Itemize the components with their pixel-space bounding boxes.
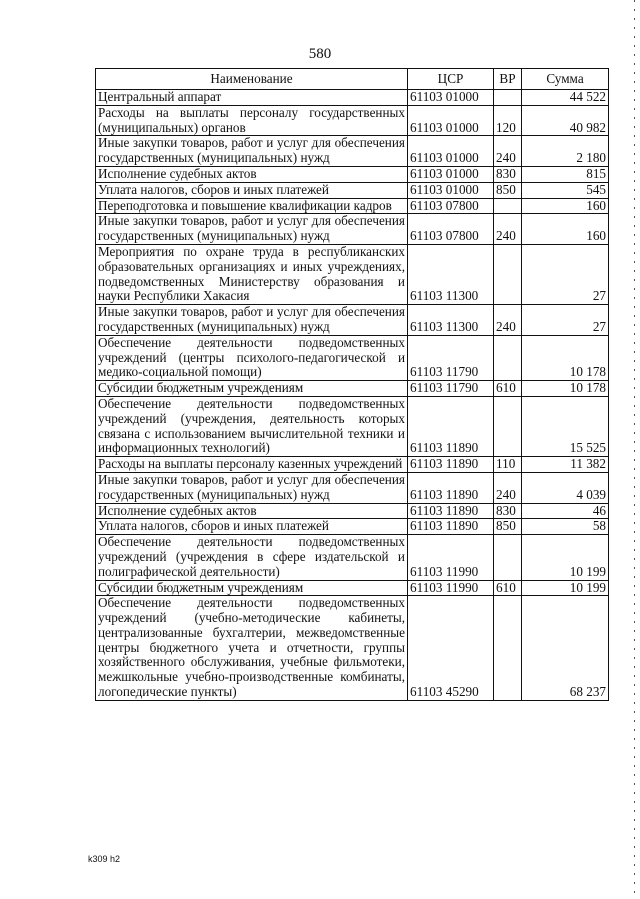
header-csr: ЦСР: [408, 69, 494, 90]
row-name-cell: Исполнение судебных актов: [96, 503, 408, 519]
budget-table: [95, 68, 609, 701]
row-vr-cell: 240: [494, 305, 522, 336]
row-sum-cell: 27: [522, 305, 609, 336]
row-csr-cell: 61103 11990: [408, 580, 494, 596]
row-csr-cell: 61103 11890: [408, 519, 494, 535]
scan-edge-mark: [634, 0, 635, 899]
row-sum-cell: 160: [522, 214, 609, 245]
row-csr-cell: 61103 01000: [408, 182, 494, 198]
row-csr-cell: 61103 11890: [408, 457, 494, 473]
row-csr-cell: 61103 11890: [408, 472, 494, 503]
row-sum-cell: 68 237: [522, 596, 609, 701]
row-sum-cell: 545: [522, 182, 609, 198]
row-vr-cell: 610: [494, 381, 522, 397]
row-sum-cell: 46: [522, 503, 609, 519]
footer-code: k309 h2: [88, 854, 121, 864]
row-csr-cell: 61103 01000: [408, 166, 494, 182]
table-header-row: [96, 69, 609, 90]
row-sum-cell: 2 180: [522, 136, 609, 167]
row-sum-cell: 10 199: [522, 580, 609, 596]
row-sum-cell: 815: [522, 166, 609, 182]
table-row: [96, 136, 609, 167]
row-name-cell: Переподготовка и повышение квалификации кадров: [96, 198, 408, 214]
row-vr-cell: [494, 198, 522, 214]
row-sum-cell: 15 525: [522, 396, 609, 456]
row-csr-cell: 61103 45290: [408, 596, 494, 701]
table-row: [96, 535, 609, 580]
table-row: [96, 503, 609, 519]
row-sum-cell: 58: [522, 519, 609, 535]
row-vr-cell: 610: [494, 580, 522, 596]
row-csr-cell: 61103 11890: [408, 503, 494, 519]
row-name-cell: Обеспечение деятельности подведомственных учреждений (центры психолого-педагогической и медико-социальной помощи): [96, 335, 408, 380]
row-vr-cell: 240: [494, 136, 522, 167]
row-vr-cell: 850: [494, 182, 522, 198]
row-sum-cell: 10 199: [522, 535, 609, 580]
header-name: Наименование: [96, 69, 408, 90]
row-name-cell: Иные закупки товаров, работ и услуг для обеспечения государственных (муниципальных) нужд: [96, 136, 408, 167]
table-row: [96, 90, 609, 106]
row-vr-cell: [494, 596, 522, 701]
row-sum-cell: 27: [522, 244, 609, 304]
row-vr-cell: 240: [494, 214, 522, 245]
table-row: [96, 105, 609, 136]
row-vr-cell: [494, 90, 522, 106]
row-name-cell: Исполнение судебных актов: [96, 166, 408, 182]
table-row: [96, 596, 609, 701]
row-name-cell: Обеспечение деятельности подведомственных учреждений (учреждения в сфере издательской и полиграфической деятельности): [96, 535, 408, 580]
row-csr-cell: 61103 01000: [408, 90, 494, 106]
row-name-cell: Расходы на выплаты персоналу казенных учреждений: [96, 457, 408, 473]
table-row: [96, 381, 609, 397]
row-vr-cell: [494, 396, 522, 456]
row-csr-cell: 61103 11790: [408, 335, 494, 380]
table-row: [96, 580, 609, 596]
table-row: [96, 519, 609, 535]
header-vr: ВР: [494, 69, 522, 90]
table-row: [96, 244, 609, 304]
row-csr-cell: 61103 11300: [408, 244, 494, 304]
row-name-cell: Субсидии бюджетным учреждениям: [96, 580, 408, 596]
table-row: [96, 335, 609, 380]
row-csr-cell: 61103 11990: [408, 535, 494, 580]
row-csr-cell: 61103 07800: [408, 198, 494, 214]
row-name-cell: Центральный аппарат: [96, 90, 408, 106]
header-sum: Сумма: [522, 69, 609, 90]
table-row: [96, 166, 609, 182]
row-name-cell: Уплата налогов, сборов и иных платежей: [96, 182, 408, 198]
row-name-cell: Иные закупки товаров, работ и услуг для обеспечения государственных (муниципальных) нужд: [96, 214, 408, 245]
table-row: [96, 472, 609, 503]
row-csr-cell: 61103 01000: [408, 105, 494, 136]
row-vr-cell: 240: [494, 472, 522, 503]
table-body: [96, 90, 609, 701]
row-csr-cell: 61103 11790: [408, 381, 494, 397]
row-name-cell: Иные закупки товаров, работ и услуг для обеспечения государственных (муниципальных) нужд: [96, 305, 408, 336]
row-vr-cell: 830: [494, 503, 522, 519]
page-number: 580: [308, 46, 332, 62]
row-csr-cell: 61103 01000: [408, 136, 494, 167]
row-name-cell: Расходы на выплаты персоналу государственных (муниципальных) органов: [96, 105, 408, 136]
row-sum-cell: 10 178: [522, 335, 609, 380]
row-vr-cell: [494, 244, 522, 304]
row-vr-cell: 830: [494, 166, 522, 182]
row-vr-cell: [494, 535, 522, 580]
row-csr-cell: 61103 07800: [408, 214, 494, 245]
row-sum-cell: 10 178: [522, 381, 609, 397]
table-row: [96, 182, 609, 198]
row-vr-cell: 850: [494, 519, 522, 535]
row-sum-cell: 4 039: [522, 472, 609, 503]
row-csr-cell: 61103 11890: [408, 396, 494, 456]
row-name-cell: Иные закупки товаров, работ и услуг для обеспечения государственных (муниципальных) нужд: [96, 472, 408, 503]
row-csr-cell: 61103 11300: [408, 305, 494, 336]
row-sum-cell: 44 522: [522, 90, 609, 106]
table-row: [96, 396, 609, 456]
row-name-cell: Обеспечение деятельности подведомственных учреждений (учреждения, деятельность которых связана с использованием вычислительной техники и информационных технологий): [96, 396, 408, 456]
row-vr-cell: 120: [494, 105, 522, 136]
row-vr-cell: 110: [494, 457, 522, 473]
table-row: [96, 457, 609, 473]
table-row: [96, 305, 609, 336]
row-name-cell: Обеспечение деятельности подведомственных учреждений (учебно-методические кабинеты, централизованные бухгалтерии, межведомственные центры бюджетного учета и отчетности, группы хозяйственного обслуживания, учебные фильмотеки, межшкольные учебно-производственные комбинаты, логопедические пункты): [96, 596, 408, 701]
row-name-cell: Субсидии бюджетным учреждениям: [96, 381, 408, 397]
row-name-cell: Уплата налогов, сборов и иных платежей: [96, 519, 408, 535]
table-row: [96, 198, 609, 214]
row-sum-cell: 160: [522, 198, 609, 214]
row-sum-cell: 11 382: [522, 457, 609, 473]
row-name-cell: Мероприятия по охране труда в республиканских образовательных организациях и иных учреждениях, подведомственных Министерству образования и науки Республики Хакасия: [96, 244, 408, 304]
row-sum-cell: 40 982: [522, 105, 609, 136]
row-vr-cell: [494, 335, 522, 380]
table-row: [96, 214, 609, 245]
